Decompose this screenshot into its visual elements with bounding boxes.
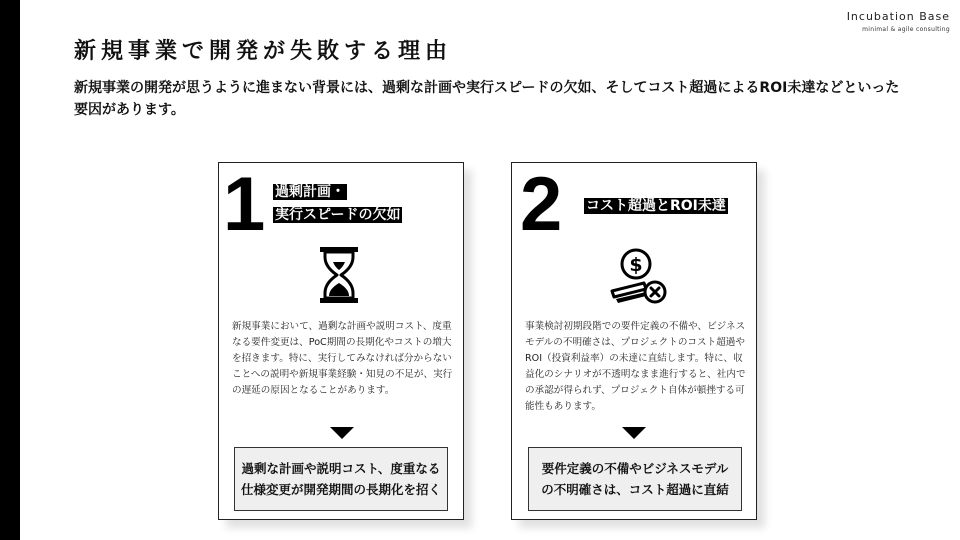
card-body: 新規事業において、過剰な計画や説明コスト、度重なる要件変更は、PoC期間の長期化やコストの増大を招きます。特に、実行してみなければ分からないことへの説明や新規事業経験・知見の不足が、実行の遅延の原因となることがあります。 bbox=[232, 321, 453, 396]
card-heading-line-1: 過剰計画・ bbox=[275, 184, 345, 200]
brand-logo bbox=[847, 10, 950, 33]
card-summary-line-1: 要件定義の不備やビジネスモデル bbox=[541, 461, 729, 476]
card-summary-line-1: 過剰な計画や説明コスト、度重なる bbox=[241, 461, 441, 476]
card-number: 1 bbox=[223, 162, 266, 247]
card-heading bbox=[584, 195, 754, 218]
card-body: 事業検討初期段階での要件定義の不備や、ビジネスモデルの不明確さは、プロジェクトのコスト超過やROI（投資利益率）の未達に直結します。特に、収益化のシナリオが不透明なまま進行すると、社内での承認が得られず、プロジェクト自体が頓挫する可能性もあります。 bbox=[525, 321, 746, 412]
hourglass-icon bbox=[317, 245, 361, 305]
dollar-coin-cancel-icon bbox=[608, 247, 670, 305]
card-number: 2 bbox=[520, 162, 563, 247]
brand-tagline: minimal & agile consulting bbox=[862, 26, 950, 33]
left-accent-bar bbox=[0, 0, 20, 540]
card-summary bbox=[234, 447, 448, 511]
page-title: 新規事業で開発が失敗する理由 bbox=[74, 39, 453, 64]
card-heading-line-1: コスト超過とROI未達 bbox=[586, 198, 726, 214]
card-summary-line-2: 仕様変更が開発期間の長期化を招く bbox=[240, 482, 441, 497]
reason-card-1 bbox=[218, 162, 464, 520]
reason-card-2 bbox=[511, 162, 757, 520]
svg-text:$: $ bbox=[629, 254, 643, 276]
lead-paragraph: 新規事業の開発が思うように進まない背景には、過剰な計画や実行スピードの欠如、そしてコスト超過によるROI未達などといった要因があります。 bbox=[74, 80, 900, 118]
card-summary-line-2: の不明確さは、コスト超過に直結 bbox=[541, 482, 729, 497]
card-heading bbox=[273, 181, 448, 227]
down-arrow-icon bbox=[330, 427, 354, 439]
brand-name: Incubation Base bbox=[846, 10, 950, 23]
card-summary bbox=[528, 447, 742, 511]
card-heading-line-2: 実行スピードの欠如 bbox=[275, 207, 401, 223]
down-arrow-icon bbox=[622, 427, 646, 439]
